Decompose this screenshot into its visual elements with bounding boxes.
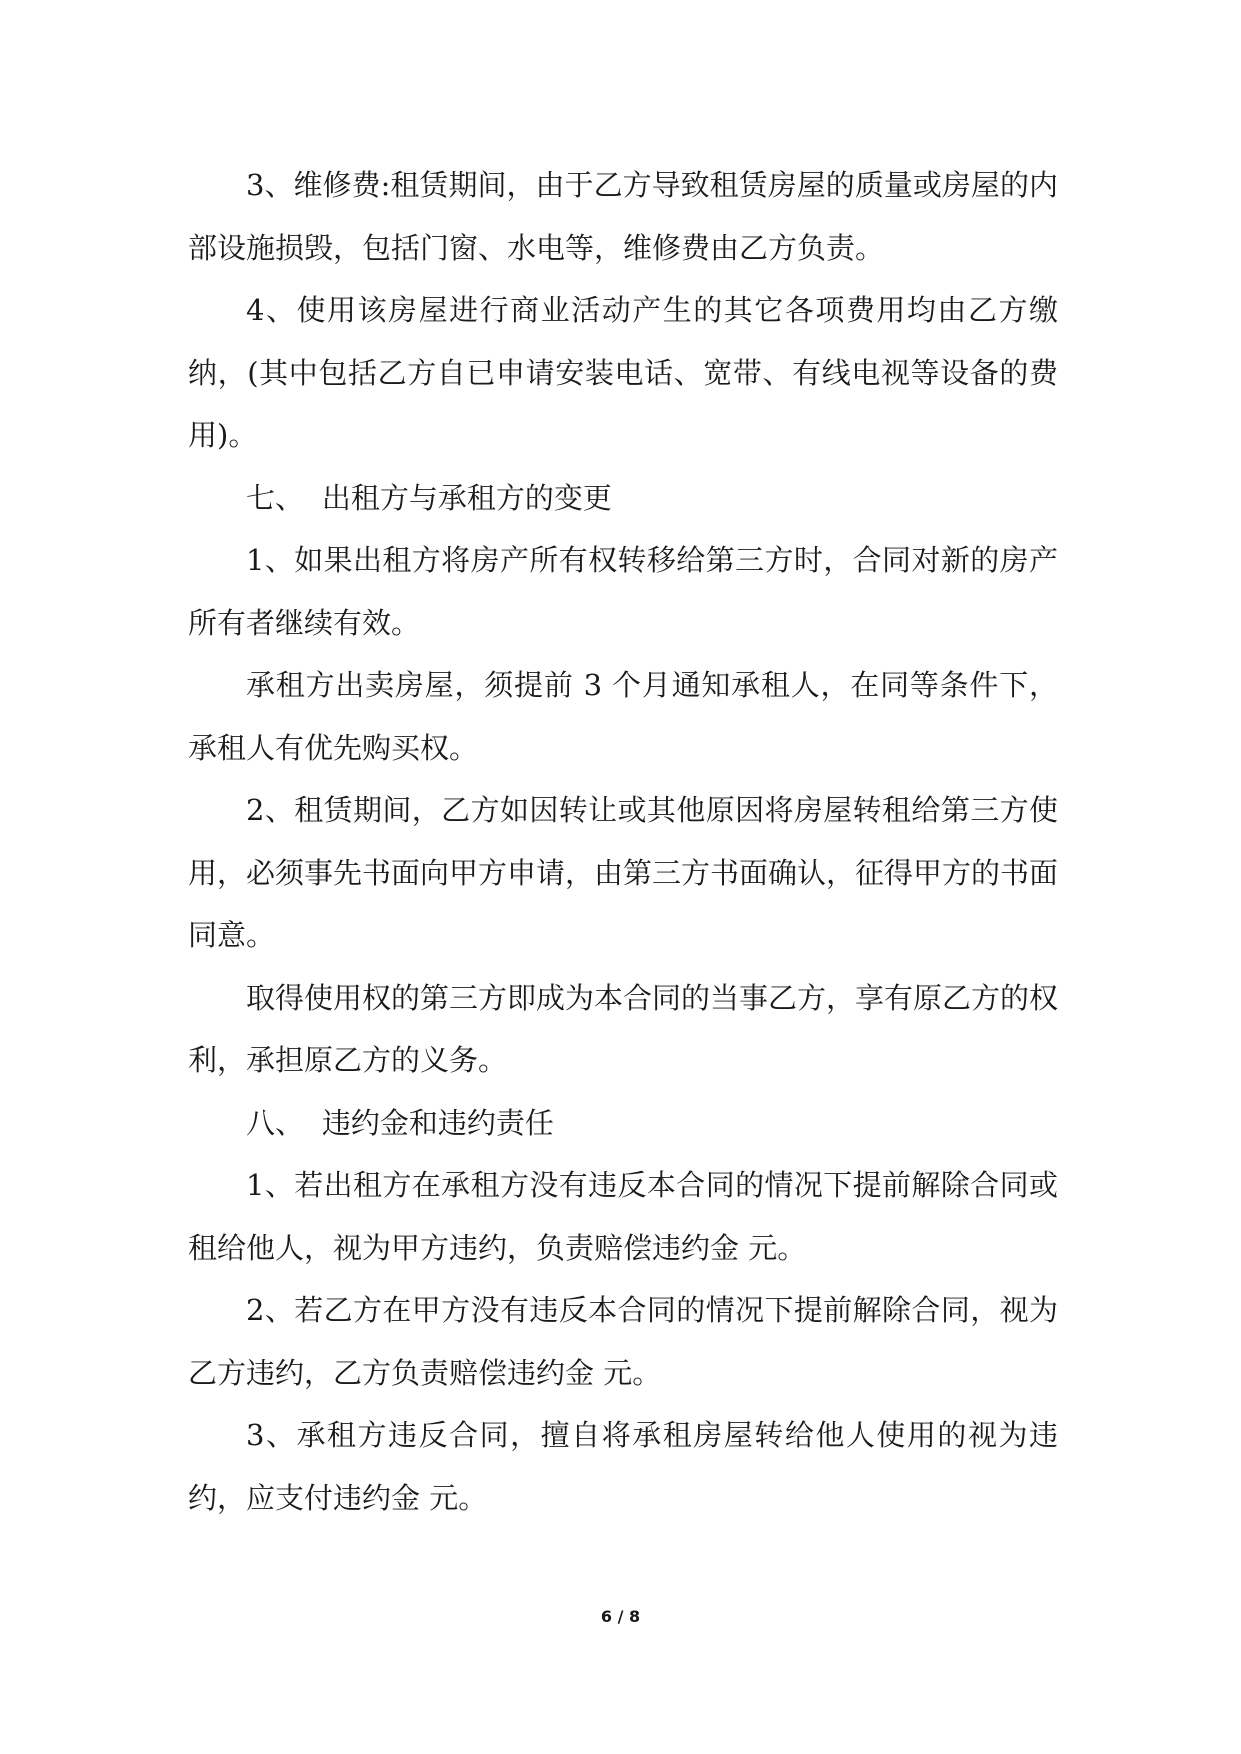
- paragraph-other-fees: 4、使用该房屋进行商业活动产生的其它各项费用均由乙方缴纳，(其中包括乙方自已申请安装电话、宽带、有线电视等设备的费用)。: [188, 293, 1058, 452]
- document-body: [188, 154, 1058, 1529]
- paragraph-unauthorized-transfer: 3、承租方违反合同，擅自将承租房屋转给他人使用的视为违约，应支付违约金 元。: [188, 1418, 1058, 1515]
- paragraph-lessor-breach: 1、若出租方在承租方没有违反本合同的情况下提前解除合同或租给他人，视为甲方违约，负责赔偿违约金 元。: [188, 1168, 1058, 1265]
- page-number: 6 / 8: [600, 1607, 641, 1626]
- paragraph-ownership-transfer: 1、如果出租方将房产所有权转移给第三方时，合同对新的房产所有者继续有效。: [188, 543, 1058, 640]
- section-heading-penalty: 八、 违约金和违约责任: [246, 1105, 554, 1140]
- paragraph-sale-notice: 承租方出卖房屋，须提前 3 个月通知承租人，在同等条件下，承租人有优先购买权。: [188, 668, 1058, 765]
- section-heading-change-of-parties: 七、 出租方与承租方的变更: [246, 480, 612, 515]
- paragraph-third-party-rights: 取得使用权的第三方即成为本合同的当事乙方，享有原乙方的权利，承担原乙方的义务。: [188, 980, 1059, 1077]
- paragraph-lessee-breach: 2、若乙方在甲方没有违反本合同的情况下提前解除合同，视为乙方违约，乙方负责赔偿违约金 元。: [188, 1293, 1058, 1390]
- paragraph-repair-fee: 3、维修费:租赁期间，由于乙方导致租赁房屋的质量或房屋的内部设施损毁，包括门窗、水电等，维修费由乙方负责。: [188, 168, 1058, 265]
- paragraph-sublease: 2、租赁期间，乙方如因转让或其他原因将房屋转租给第三方使用，必须事先书面向甲方申请，由第三方书面确认，征得甲方的书面同意。: [188, 793, 1059, 952]
